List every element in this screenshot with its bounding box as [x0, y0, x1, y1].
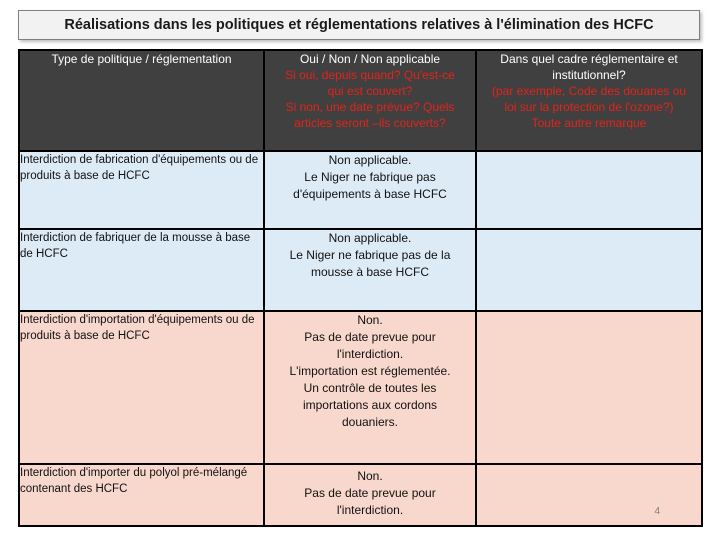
header-framework-detail: Toute autre remarque: [531, 116, 647, 130]
page-number: 4: [654, 506, 660, 517]
header-policy-type: Type de politique / réglementation: [19, 50, 264, 151]
slide-title: Réalisations dans les politiques et réglementations relatives à l'élimination des HCFC: [18, 10, 700, 40]
status-line: importations aux cordons: [302, 398, 438, 412]
header-status: [264, 50, 476, 151]
policy-cell: Interdiction de fabrication d'équipements ou de produits à base de HCFC: [19, 151, 264, 229]
header-status-main: Oui / Non / Non applicable: [299, 52, 441, 66]
status-line: mousse à base HCFC: [310, 265, 430, 279]
header-framework-main: Dans quel cadre réglementaire et: [500, 52, 678, 66]
status-line: Non.: [357, 469, 383, 483]
table-row: [19, 464, 702, 526]
status-cell: [264, 151, 476, 229]
policy-cell: Interdiction de fabriquer de la mousse à base de HCFC: [19, 229, 264, 311]
status-line: l'interdiction.: [336, 347, 404, 361]
policy-table: [18, 49, 703, 527]
header-status-detail: articles seront –ils couverts?: [294, 116, 446, 130]
policy-cell: Interdiction d'importer du polyol pré-mélangé contenant des HCFC: [19, 464, 264, 526]
table-row: [19, 151, 702, 229]
table-row: [19, 311, 702, 464]
status-line: Non applicable.: [328, 231, 412, 245]
policy-cell: Interdiction d'importation d'équipements ou de produits à base de HCFC: [19, 311, 264, 464]
status-line: Pas de date prevue pour: [304, 486, 436, 500]
framework-cell: [476, 151, 702, 229]
header-framework-detail: loi sur la protection de l'ozone?): [504, 100, 674, 114]
framework-cell: [476, 464, 702, 526]
status-line: Pas de date prevue pour: [304, 330, 436, 344]
table-header-row: [19, 50, 702, 151]
header-framework-main: institutionnel?: [552, 68, 626, 82]
status-cell: [264, 229, 476, 311]
header-framework-detail: (par exemple, Code des douanes ou: [491, 84, 687, 98]
status-line: Non.: [357, 313, 383, 327]
status-line: Non applicable.: [328, 153, 412, 167]
status-line: Un contrôle de toutes les: [303, 381, 437, 395]
framework-cell: [476, 229, 702, 311]
header-status-detail: Si non, une date prévue? Quels: [285, 100, 455, 114]
header-framework: [476, 50, 702, 151]
status-line: Le Niger ne fabrique pas: [304, 170, 436, 184]
framework-cell: [476, 311, 702, 464]
header-status-detail: qui est couvert?: [327, 84, 413, 98]
status-line: douaniers.: [341, 415, 399, 429]
header-status-detail: Si oui, depuis quand? Qu'est-ce: [285, 68, 455, 82]
status-cell: [264, 464, 476, 526]
status-line: L'importation est réglementée.: [289, 364, 451, 378]
status-line: Le Niger ne fabrique pas de la: [289, 248, 451, 262]
status-line: l'interdiction.: [336, 503, 404, 517]
status-line: d'équipements à base HCFC: [293, 187, 447, 201]
table-row: [19, 229, 702, 311]
status-cell: [264, 311, 476, 464]
